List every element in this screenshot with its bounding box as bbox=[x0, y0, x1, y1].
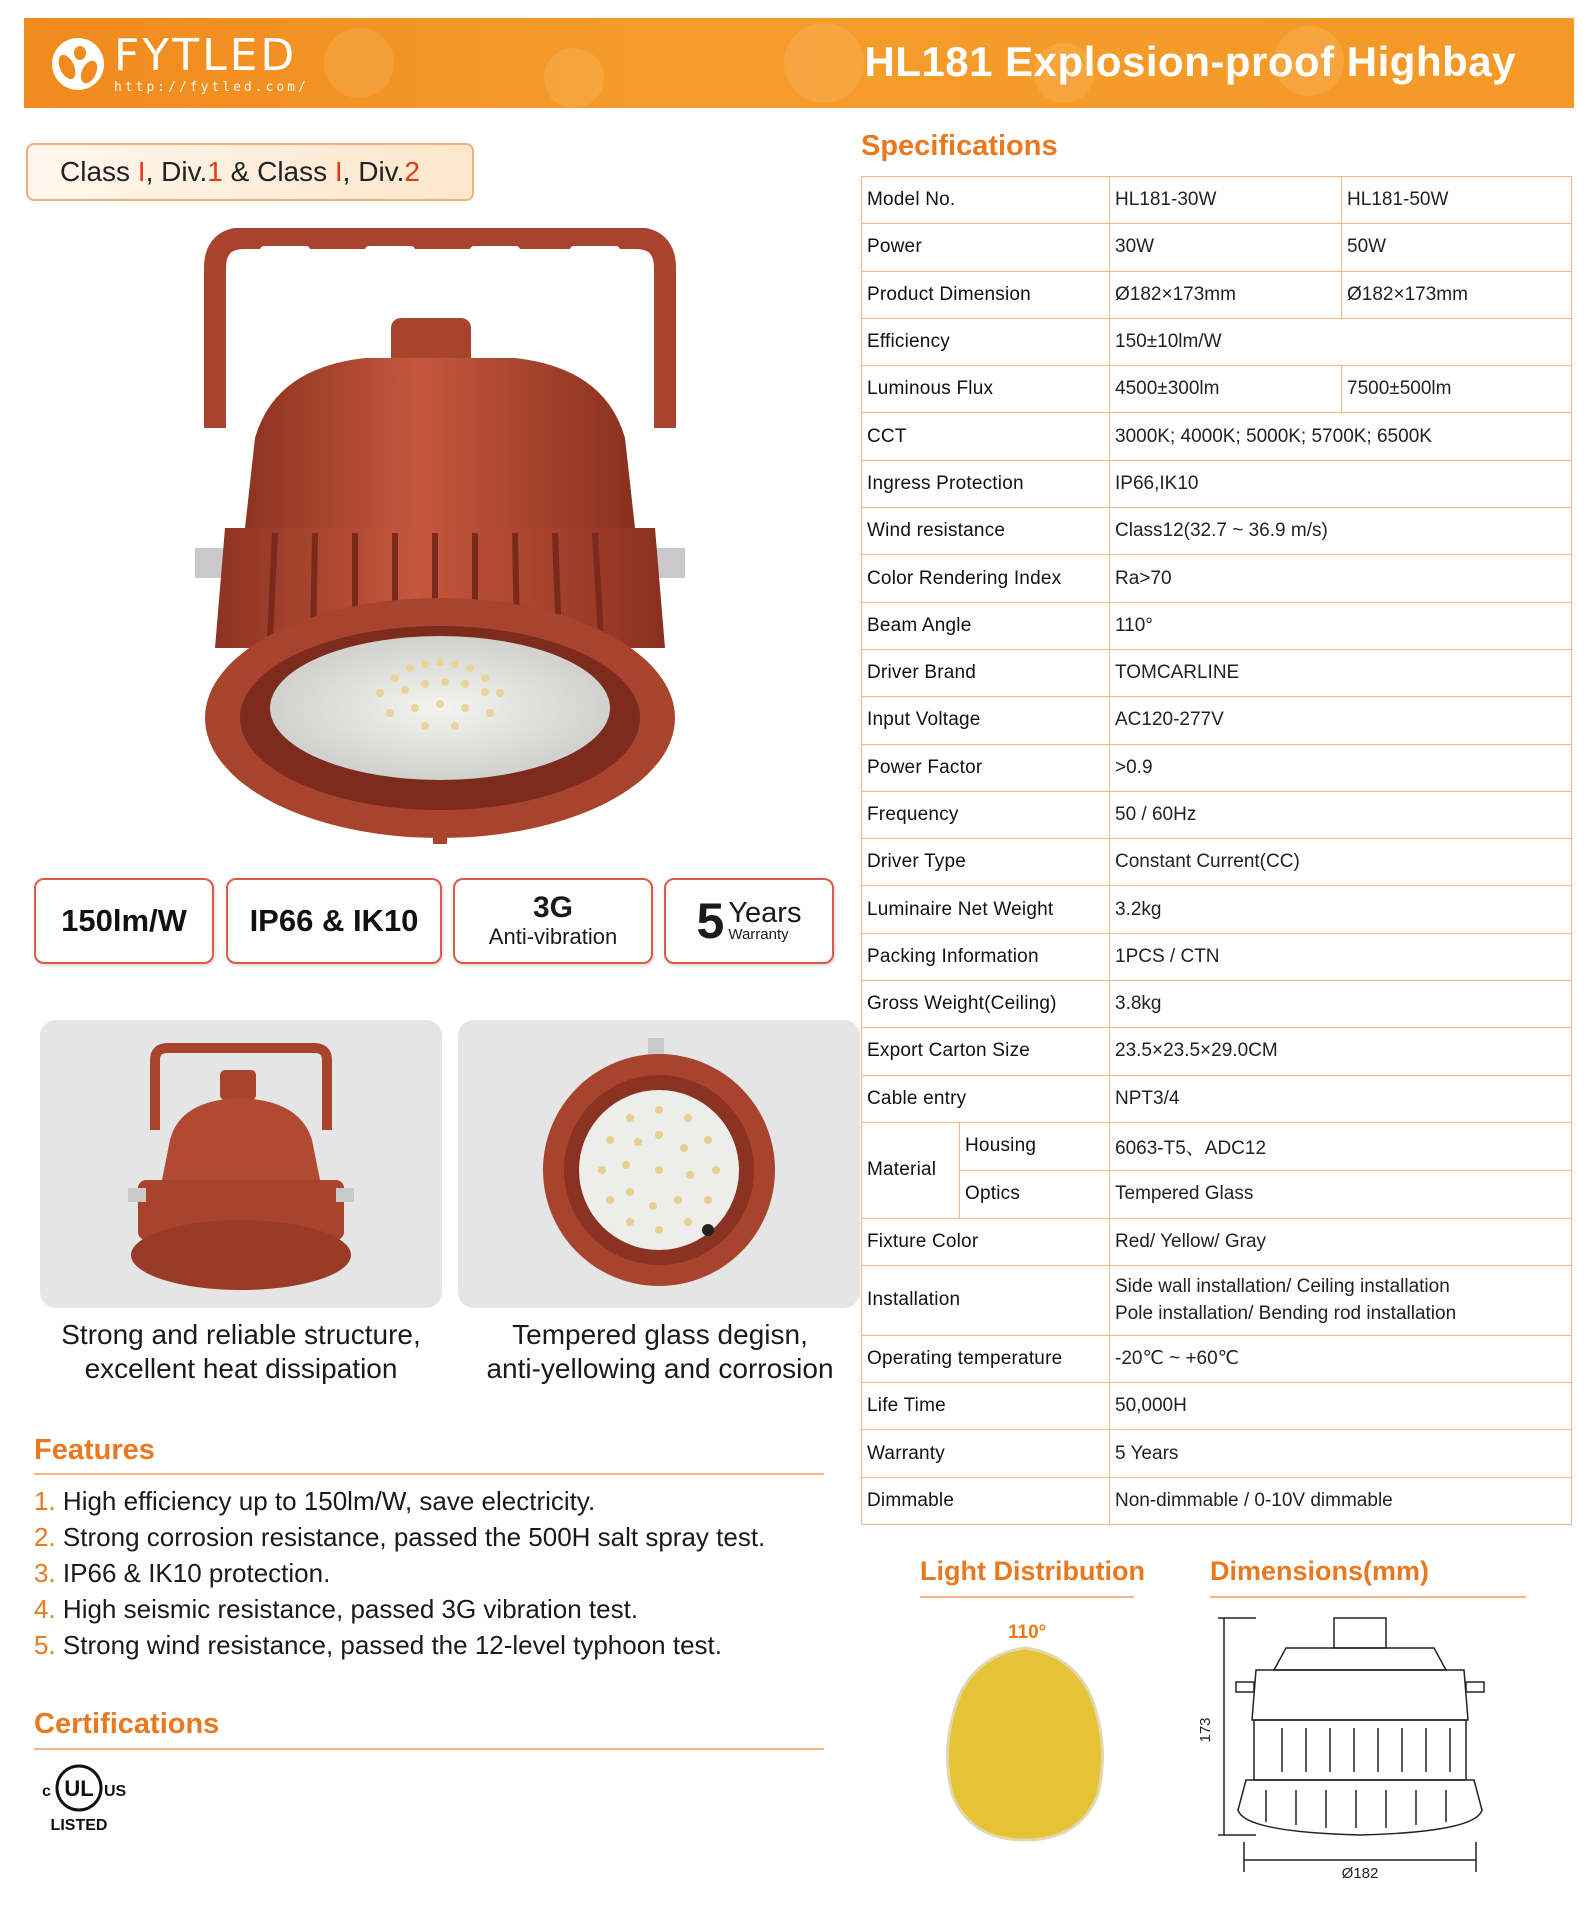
brand-logo bbox=[52, 29, 309, 95]
spec-value: >0.9 bbox=[1110, 744, 1572, 791]
table-row bbox=[862, 1430, 1572, 1477]
table-row bbox=[862, 555, 1572, 602]
spec-key: Driver Brand bbox=[862, 649, 1110, 696]
light-distribution-heading: Light Distribution bbox=[920, 1556, 1145, 1586]
spec-value: 50,000H bbox=[1110, 1383, 1572, 1430]
spec-value: 23.5×23.5×29.0CM bbox=[1110, 1028, 1572, 1075]
spec-key: Dimmable bbox=[862, 1477, 1110, 1524]
spec-value: 3.2kg bbox=[1110, 886, 1572, 933]
svg-text:c: c bbox=[42, 1783, 51, 1800]
caption-glass: Tempered glass degisn, anti-yellowing and corrosion bbox=[486, 1319, 834, 1384]
certifications-heading: Certifications bbox=[34, 1708, 220, 1740]
spec-value: 50 / 60Hz bbox=[1110, 791, 1572, 838]
spec-key: Input Voltage bbox=[862, 697, 1110, 744]
spec-key: Operating temperature bbox=[862, 1335, 1110, 1382]
svg-text:UL: UL bbox=[64, 1776, 94, 1801]
spec-value: NPT3/4 bbox=[1110, 1075, 1572, 1122]
svg-text:LISTED: LISTED bbox=[50, 1817, 108, 1834]
spec-value: TOMCARLINE bbox=[1110, 649, 1572, 696]
table-row bbox=[862, 1122, 1572, 1170]
spec-value: 150±10lm/W bbox=[1110, 318, 1572, 365]
spec-key: Beam Angle bbox=[862, 602, 1110, 649]
spec-key: Ingress Protection bbox=[862, 460, 1110, 507]
hazard-class-badge: Class I, Div.1 & Class I, Div.2 bbox=[26, 143, 474, 201]
spec-key: Cable entry bbox=[862, 1075, 1110, 1122]
spec-key: Life Time bbox=[862, 1383, 1110, 1430]
table-row bbox=[862, 649, 1572, 696]
spec-value: HL181-30W bbox=[1110, 177, 1342, 224]
spec-value: HL181-50W bbox=[1342, 177, 1572, 224]
spec-value: AC120-277V bbox=[1110, 697, 1572, 744]
table-row bbox=[862, 839, 1572, 886]
spec-value: Tempered Glass bbox=[1110, 1170, 1572, 1218]
feature-item: 2. Strong corrosion resistance, passed the 500H salt spray test. bbox=[34, 1522, 766, 1552]
specifications-heading: Specifications bbox=[861, 130, 1058, 162]
table-row bbox=[862, 1218, 1572, 1265]
table-row bbox=[862, 602, 1572, 649]
certifications-divider bbox=[34, 1748, 824, 1750]
svg-text:US: US bbox=[104, 1783, 127, 1800]
beam-angle-label: 110° bbox=[1008, 1622, 1047, 1643]
table-row bbox=[862, 1383, 1572, 1430]
table-row bbox=[862, 1028, 1572, 1075]
spec-value: Class12(32.7 ~ 36.9 m/s) bbox=[1110, 508, 1572, 555]
dimensions-drawing bbox=[1196, 1610, 1496, 1880]
spec-value: 1PCS / CTN bbox=[1110, 933, 1572, 980]
dimensions-divider bbox=[1210, 1596, 1526, 1598]
feature-item: 4. High seismic resistance, passed 3G vibration test. bbox=[34, 1594, 639, 1624]
table-row bbox=[862, 1075, 1572, 1122]
table-row bbox=[862, 791, 1572, 838]
product-side-image bbox=[40, 1020, 442, 1308]
spec-key: Luminous Flux bbox=[862, 366, 1110, 413]
spec-key: Power Factor bbox=[862, 744, 1110, 791]
spec-value: Side wall installation/ Ceiling installation Pole installation/ Bending rod installation bbox=[1110, 1265, 1572, 1335]
table-row bbox=[862, 271, 1572, 318]
warranty-badge: 5 Years Warranty bbox=[664, 878, 834, 964]
spec-key: Luminaire Net Weight bbox=[862, 886, 1110, 933]
features-list bbox=[34, 1483, 814, 1663]
table-row bbox=[862, 508, 1572, 555]
protection-badge: IP66 & IK10 bbox=[226, 878, 442, 964]
spec-value: Ø182×173mm bbox=[1342, 271, 1572, 318]
ul-listed-icon bbox=[34, 1758, 134, 1838]
spec-value: 5 Years bbox=[1110, 1430, 1572, 1477]
table-row bbox=[862, 981, 1572, 1028]
features-heading: Features bbox=[34, 1434, 155, 1466]
spec-value: Non-dimmable / 0-10V dimmable bbox=[1110, 1477, 1572, 1524]
spec-value: IP66,IK10 bbox=[1110, 460, 1572, 507]
table-row bbox=[862, 177, 1572, 224]
spec-key: Power bbox=[862, 224, 1110, 271]
spec-key: Model No. bbox=[862, 177, 1110, 224]
spec-key: Material Housing Optics bbox=[862, 1122, 1110, 1218]
table-row bbox=[862, 697, 1572, 744]
spec-key: Gross Weight(Ceiling) bbox=[862, 981, 1110, 1028]
spec-value: 6063-T5、ADC12 bbox=[1110, 1122, 1572, 1170]
page-header bbox=[24, 18, 1574, 108]
feature-item: 1. High efficiency up to 150lm/W, save electricity. bbox=[34, 1486, 596, 1516]
spec-value: 3000K; 4000K; 5000K; 5700K; 6500K bbox=[1110, 413, 1572, 460]
table-row bbox=[862, 1335, 1572, 1382]
light-distribution-divider bbox=[920, 1596, 1134, 1598]
spec-key: Warranty bbox=[862, 1430, 1110, 1477]
photo-glass bbox=[458, 1020, 860, 1308]
brand-url: http://fytled.com/ bbox=[114, 79, 309, 95]
logo-mark-icon bbox=[52, 38, 104, 90]
table-row bbox=[862, 460, 1572, 507]
spec-value: 4500±300lm bbox=[1110, 366, 1342, 413]
photo-structure bbox=[40, 1020, 442, 1308]
svg-text:173: 173 bbox=[1197, 1717, 1214, 1743]
product-front-image bbox=[458, 1020, 860, 1308]
spec-value: 110° bbox=[1110, 602, 1572, 649]
light-distribution-diagram bbox=[940, 1644, 1110, 1844]
spec-key: Installation bbox=[862, 1265, 1110, 1335]
table-row bbox=[862, 1477, 1572, 1524]
spec-key: Driver Type bbox=[862, 839, 1110, 886]
spec-value: Ra>70 bbox=[1110, 555, 1572, 602]
table-row bbox=[862, 933, 1572, 980]
page-title: HL181 Explosion-proof Highbay bbox=[864, 38, 1516, 85]
table-row bbox=[862, 744, 1572, 791]
spec-key: Color Rendering Index bbox=[862, 555, 1110, 602]
spec-key: CCT bbox=[862, 413, 1110, 460]
spec-value: Constant Current(CC) bbox=[1110, 839, 1572, 886]
dimensions-heading: Dimensions(mm) bbox=[1210, 1556, 1430, 1586]
spec-key: Wind resistance bbox=[862, 508, 1110, 555]
spec-value: 7500±500lm bbox=[1342, 366, 1572, 413]
brand-name: FYTLED bbox=[114, 29, 298, 81]
vibration-badge: 3G Anti-vibration bbox=[453, 878, 653, 964]
product-main-image bbox=[195, 228, 685, 848]
efficiency-badge: 150lm/W bbox=[34, 878, 214, 964]
spec-value: 3.8kg bbox=[1110, 981, 1572, 1028]
svg-text:Ø182: Ø182 bbox=[1341, 1865, 1379, 1880]
table-row bbox=[862, 318, 1572, 365]
spec-value: 50W bbox=[1342, 224, 1572, 271]
spec-key: Frequency bbox=[862, 791, 1110, 838]
caption-structure: Strong and reliable structure, excellent heat dissipation bbox=[61, 1319, 421, 1384]
spec-key: Packing Information bbox=[862, 933, 1110, 980]
feature-item: 5. Strong wind resistance, passed the 12-level typhoon test. bbox=[34, 1630, 722, 1660]
spec-value: Ø182×173mm bbox=[1110, 271, 1342, 318]
table-row bbox=[862, 1265, 1572, 1335]
table-row bbox=[862, 224, 1572, 271]
feature-item: 3. IP66 & IK10 protection. bbox=[34, 1558, 331, 1588]
spec-value: Red/ Yellow/ Gray bbox=[1110, 1218, 1572, 1265]
spec-value: -20℃ ~ +60℃ bbox=[1110, 1335, 1572, 1382]
specifications-table bbox=[861, 176, 1572, 1525]
table-row bbox=[862, 366, 1572, 413]
spec-value: 30W bbox=[1110, 224, 1342, 271]
spec-key: Export Carton Size bbox=[862, 1028, 1110, 1075]
spec-key: Efficiency bbox=[862, 318, 1110, 365]
features-divider bbox=[34, 1473, 824, 1475]
table-row bbox=[862, 413, 1572, 460]
spec-key: Fixture Color bbox=[862, 1218, 1110, 1265]
table-row bbox=[862, 886, 1572, 933]
spec-key: Product Dimension bbox=[862, 271, 1110, 318]
